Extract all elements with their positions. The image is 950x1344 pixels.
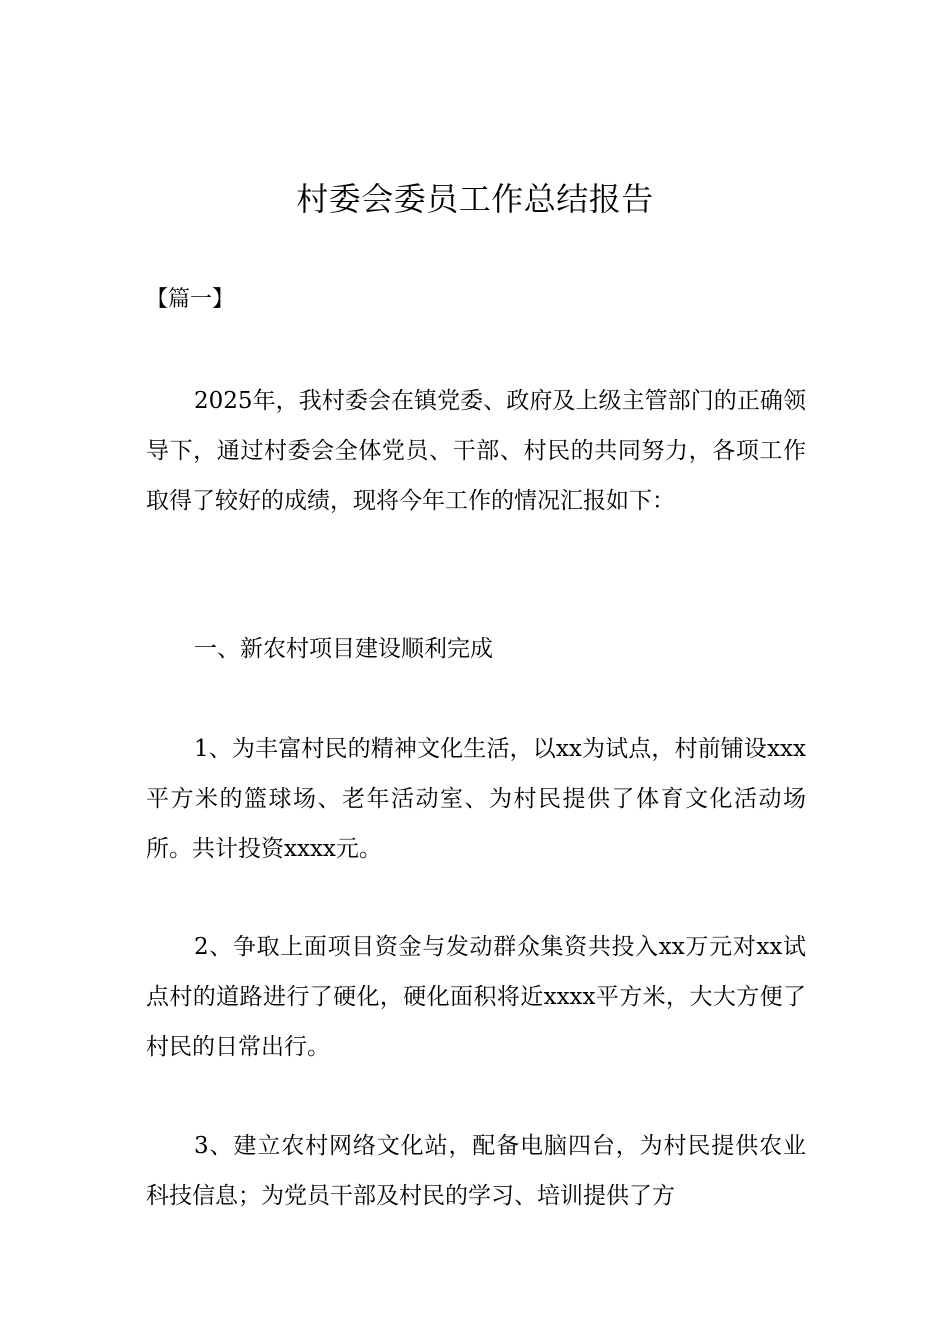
section-label: 【篇一】 xyxy=(146,287,235,312)
document-title: 村委会委员工作总结报告 xyxy=(296,180,654,218)
body-paragraph-item-3: 3、建立农村网络文化站，配备电脑四台，为村民提供农业科技信息；为党员干部及村民的学习、培训提供了方 xyxy=(146,1133,806,1209)
body-paragraph-item-1: 1、为丰富村民的精神文化生活，以xx为试点，村前铺设xxx平方米的篮球场、老年活动室、为村民提供了体育文化活动场所。共计投资xxxx元。 xyxy=(146,736,806,862)
section-heading: 一、新农村项目建设顺利完成 xyxy=(194,636,493,662)
intro-paragraph: 2025年，我村委会在镇党委、政府及上级主管部门的正确领导下，通过村委会全体党员、干部、村民的共同努力，各项工作取得了较好的成绩，现将今年工作的情况汇报如下： xyxy=(146,388,806,514)
body-paragraph-item-2: 2、争取上面项目资金与发动群众集资共投入xx万元对xx试点村的道路进行了硬化，硬化面积将近xxxx平方米，大大方便了村民的日常出行。 xyxy=(146,934,806,1060)
